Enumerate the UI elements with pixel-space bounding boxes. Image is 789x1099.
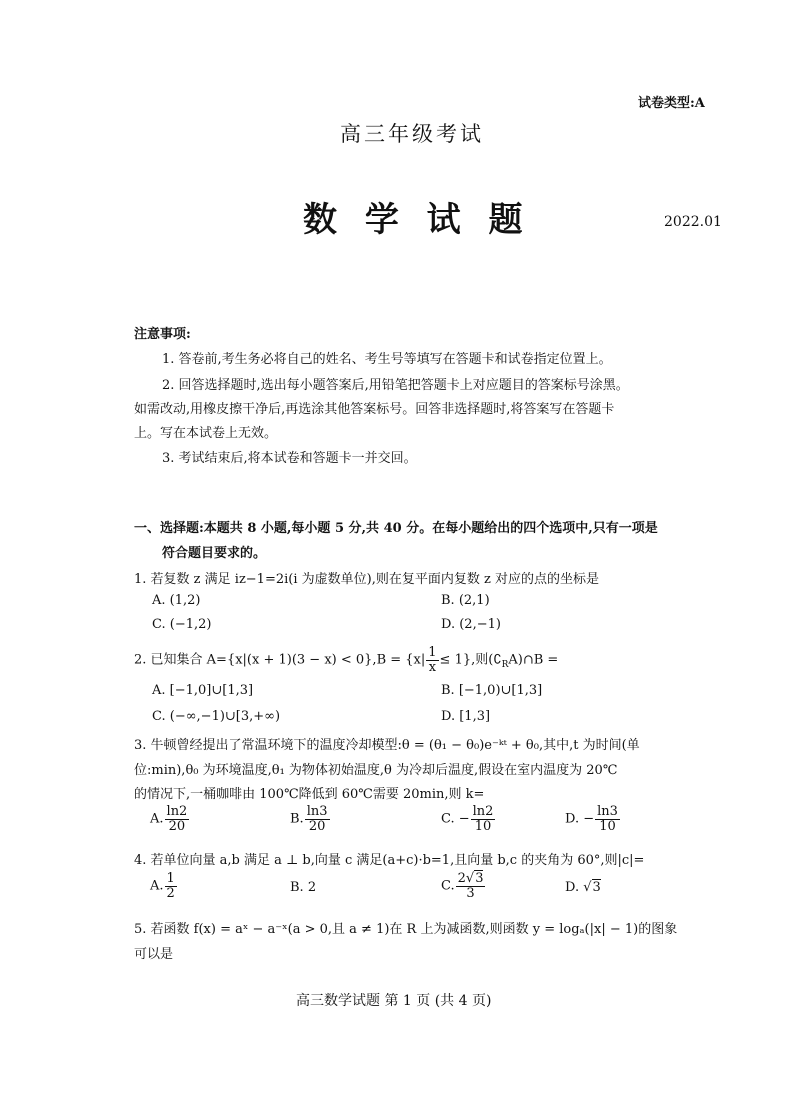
question-2-fraction bbox=[426, 646, 438, 674]
note-item: 2. 回答选择题时,选出每小题答案后,用铅笔把答题卡上对应题目的答案标号涂黑。 bbox=[162, 378, 629, 393]
question-2-option-b: B. [−1,0)∪[1,3] bbox=[441, 683, 543, 698]
question-2-stem-part1: 2. 已知集合 A={x|(x + 1)(3 − x) < 0},B = {x| bbox=[134, 652, 426, 668]
option-fraction bbox=[595, 805, 620, 833]
fraction-denominator: 20 bbox=[168, 818, 186, 834]
section-heading-cont: 符合题目要求的。 bbox=[162, 546, 267, 561]
option-fraction bbox=[165, 872, 177, 900]
option-fraction bbox=[456, 872, 486, 900]
option-label: C. − bbox=[441, 811, 470, 827]
option-label: B. bbox=[290, 811, 304, 827]
notes-title: 注意事项: bbox=[134, 327, 191, 342]
question-4-option-a bbox=[150, 872, 178, 900]
question-2-option-a: A. [−1,0]∪[1,3] bbox=[152, 683, 254, 698]
note-item: 3. 考试结束后,将本试卷和答题卡一并交回。 bbox=[162, 451, 417, 466]
question-3-option-b bbox=[290, 805, 331, 833]
option-label: D. − bbox=[565, 811, 595, 827]
exam-date: 2022.01 bbox=[664, 214, 722, 230]
question-4-option-c bbox=[441, 872, 486, 900]
radical-coefficient: 2 bbox=[457, 871, 466, 886]
question-2-stem-part3: A)∩B = bbox=[508, 652, 559, 668]
option-fraction bbox=[471, 805, 496, 833]
option-label: C. bbox=[441, 878, 455, 894]
fraction-numerator: 1 bbox=[428, 645, 437, 660]
note-item: 上。写在本试卷上无效。 bbox=[134, 426, 278, 441]
option-fraction bbox=[305, 805, 330, 833]
note-item: 如需改动,用橡皮擦干净后,再选涂其他答案标号。回答非选择题时,将答案写在答题卡 bbox=[134, 402, 615, 417]
radicand: 3 bbox=[475, 871, 484, 886]
fraction-denominator: x bbox=[428, 659, 437, 675]
fraction-numerator: ln3 bbox=[306, 804, 328, 819]
question-3-line: 3. 牛顿曾经提出了常温环境下的温度冷却模型:θ = (θ₁ − θ₀)e⁻ᵏᵗ + θ₀,其中,t 为时间(单 bbox=[134, 738, 640, 753]
question-3-option-c bbox=[441, 805, 496, 833]
question-2-option-d: D. [1,3] bbox=[441, 709, 491, 724]
question-1-stem: 1. 若复数 z 满足 iz−1=2i(i 为虚数单位),则在复平面内复数 z 对应的点的坐标是 bbox=[134, 572, 599, 587]
fraction-numerator: 1 bbox=[166, 871, 175, 886]
fraction-numerator: 2√3 bbox=[457, 871, 484, 886]
question-3-line: 的情况下,一桶咖啡由 100℃降低到 60℃需要 20min,则 k= bbox=[134, 787, 485, 802]
question-2-stem bbox=[134, 646, 558, 674]
page-footer: 高三数学试题 第 1 页 (共 4 页) bbox=[296, 993, 492, 1009]
question-1-option-a: A. (1,2) bbox=[152, 593, 201, 608]
radicand: 3 bbox=[592, 880, 601, 895]
fraction-numerator: ln2 bbox=[472, 804, 494, 819]
question-3-line: 位:min),θ₀ 为环境温度,θ₁ 为物体初始温度,θ 为冷却后温度,假设在室内温度为 20℃ bbox=[134, 763, 618, 778]
section-heading: 一、选择题:本题共 8 小题,每小题 5 分,共 40 分。在每小题给出的四个选项中,只有一项是 bbox=[134, 521, 658, 536]
fraction-denominator: 20 bbox=[308, 818, 326, 834]
note-item: 1. 答卷前,考生务必将自己的姓名、考生号等填写在答题卡和试卷指定位置上。 bbox=[162, 352, 612, 367]
option-fraction bbox=[165, 805, 190, 833]
question-2-option-c: C. (−∞,−1)∪[3,+∞) bbox=[152, 709, 281, 724]
page-title: 数 学 试 题 bbox=[303, 200, 531, 240]
question-5-line: 5. 若函数 f(x) = aˣ − a⁻ˣ(a > 0,且 a ≠ 1)在 R 上为减函数,则函数 y = logₐ(|x| − 1)的图象 bbox=[134, 922, 678, 937]
fraction-denominator: 3 bbox=[466, 885, 475, 901]
question-1-option-c: C. (−1,2) bbox=[152, 617, 212, 632]
fraction-numerator: ln3 bbox=[597, 804, 618, 819]
option-label: A. bbox=[150, 878, 164, 894]
option-label: A. bbox=[150, 811, 164, 827]
question-3-option-d bbox=[565, 805, 621, 833]
option-label: D. bbox=[565, 880, 580, 895]
question-5-line: 可以是 bbox=[134, 947, 174, 962]
paper-type: 试卷类型:A bbox=[638, 96, 705, 111]
grade-title: 高三年级考试 bbox=[340, 122, 484, 146]
question-4-option-b: B. 2 bbox=[290, 880, 317, 895]
fraction-denominator: 10 bbox=[474, 818, 492, 834]
fraction-denominator: 2 bbox=[166, 885, 175, 901]
question-1-option-b: B. (2,1) bbox=[441, 593, 490, 608]
question-4-option-d: D. √3 bbox=[565, 880, 601, 895]
complement-subscript: R bbox=[501, 660, 509, 671]
question-2-stem-part2: ≤ 1},则(∁ bbox=[439, 652, 502, 668]
fraction-numerator: ln2 bbox=[166, 804, 188, 819]
question-3-option-a bbox=[150, 805, 190, 833]
fraction-denominator: 10 bbox=[599, 818, 616, 834]
question-4-stem: 4. 若单位向量 a,b 满足 a ⊥ b,向量 c 满足(a+c)·b=1,且向量 b,c 的夹角为 60°,则|c|= bbox=[134, 853, 645, 868]
question-1-option-d: D. (2,−1) bbox=[441, 617, 501, 632]
